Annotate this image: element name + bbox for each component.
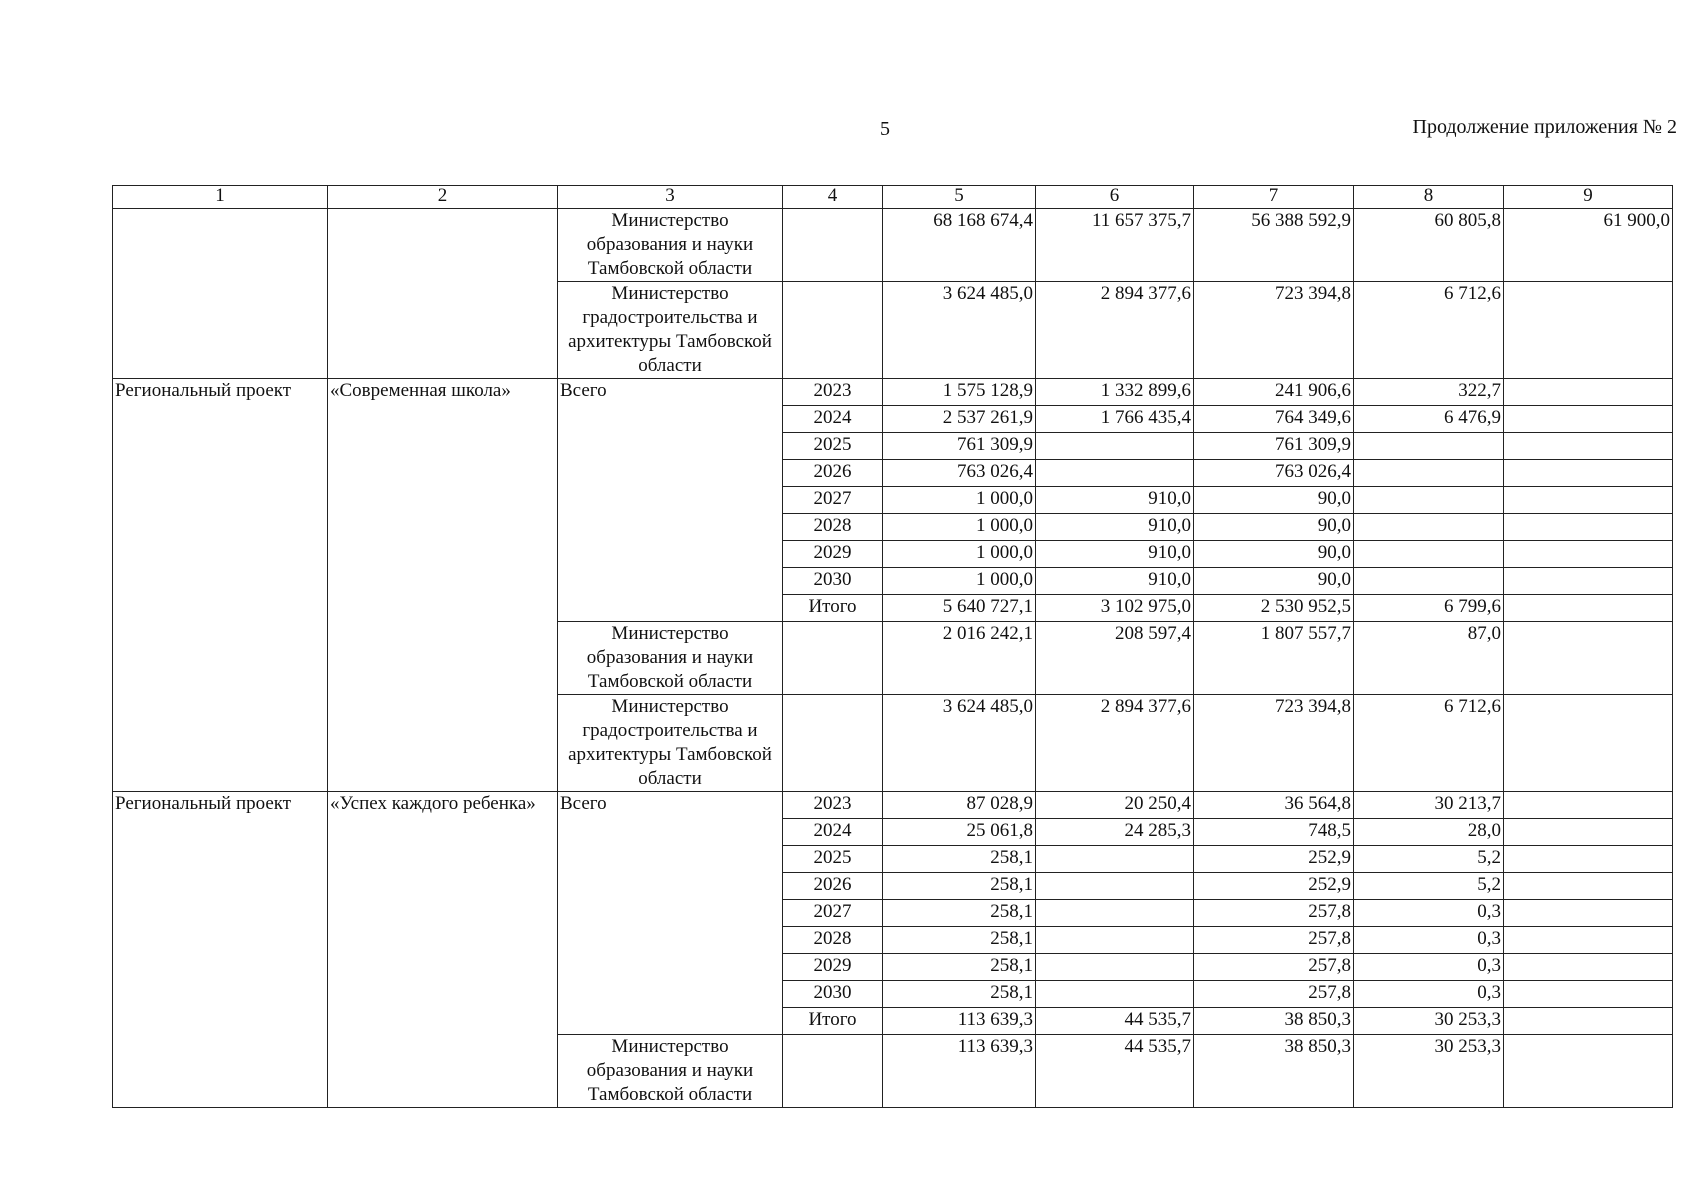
project-type: Региональный проект [113,379,328,792]
value-cell: 20 250,4 [1036,792,1194,819]
value-cell [1036,900,1194,927]
value-cell: 241 906,6 [1194,379,1354,406]
value-cell [1036,846,1194,873]
column-header: 4 [783,186,883,209]
value-cell: 90,0 [1194,568,1354,595]
value-cell: 1 000,0 [883,541,1036,568]
value-cell [1504,460,1673,487]
total-label: Всего [558,792,783,1035]
total-label: Всего [558,379,783,622]
column-number-row [113,186,1673,209]
value-cell: 258,1 [883,981,1036,1008]
budget-table [112,185,1673,1108]
value-cell [1504,541,1673,568]
empty-cell [328,209,558,379]
value-cell: 6 712,6 [1354,695,1504,792]
value-cell: 0,3 [1354,927,1504,954]
value-cell [1504,981,1673,1008]
column-header: 3 [558,186,783,209]
value-cell [1504,792,1673,819]
value-cell: 2 894 377,6 [1036,695,1194,792]
value-cell: 764 349,6 [1194,406,1354,433]
value-cell: 2 537 261,9 [883,406,1036,433]
value-cell: 763 026,4 [883,460,1036,487]
value-cell: 910,0 [1036,487,1194,514]
column-header: 7 [1194,186,1354,209]
value-cell: 3 102 975,0 [1036,595,1194,622]
value-cell: 5,2 [1354,873,1504,900]
value-cell: 87 028,9 [883,792,1036,819]
year-cell: 2025 [783,433,883,460]
value-cell: 38 850,3 [1194,1035,1354,1108]
year-cell: 2024 [783,406,883,433]
value-cell [1504,282,1673,379]
value-cell: 3 624 485,0 [883,695,1036,792]
value-cell: 44 535,7 [1036,1008,1194,1035]
value-cell [1504,433,1673,460]
table-row [113,792,1673,819]
value-cell: 723 394,8 [1194,695,1354,792]
column-header: 6 [1036,186,1194,209]
value-cell [1504,900,1673,927]
year-cell: Итого [783,1008,883,1035]
appendix-continuation-header: Продолжение приложения № 2 [1412,116,1677,138]
value-cell [1036,981,1194,1008]
value-cell: 0,3 [1354,954,1504,981]
year-cell: 2028 [783,927,883,954]
year-cell [783,209,883,282]
value-cell: 1 807 557,7 [1194,622,1354,695]
value-cell [1036,433,1194,460]
value-cell [1036,927,1194,954]
year-cell: 2029 [783,954,883,981]
responsible-org: Министерство градостроительства и архитектуры Тамбовской области [558,282,783,379]
value-cell [1504,514,1673,541]
value-cell: 30 253,3 [1354,1035,1504,1108]
value-cell: 36 564,8 [1194,792,1354,819]
value-cell: 56 388 592,9 [1194,209,1354,282]
column-header: 1 [113,186,328,209]
value-cell: 1 766 435,4 [1036,406,1194,433]
value-cell: 910,0 [1036,541,1194,568]
value-cell: 910,0 [1036,568,1194,595]
value-cell: 30 253,3 [1354,1008,1504,1035]
value-cell [1036,873,1194,900]
value-cell: 0,3 [1354,900,1504,927]
value-cell: 322,7 [1354,379,1504,406]
value-cell: 761 309,9 [883,433,1036,460]
value-cell [1504,695,1673,792]
year-cell [783,282,883,379]
year-cell [783,622,883,695]
year-cell: 2027 [783,487,883,514]
value-cell: 1 000,0 [883,487,1036,514]
value-cell [1354,568,1504,595]
value-cell: 258,1 [883,846,1036,873]
year-cell: Итого [783,595,883,622]
value-cell: 2 530 952,5 [1194,595,1354,622]
value-cell: 2 894 377,6 [1036,282,1194,379]
value-cell: 258,1 [883,954,1036,981]
column-header: 8 [1354,186,1504,209]
value-cell: 748,5 [1194,819,1354,846]
value-cell [1504,568,1673,595]
value-cell [1504,819,1673,846]
year-cell [783,1035,883,1108]
value-cell [1504,379,1673,406]
value-cell [1504,954,1673,981]
project-type: Региональный проект [113,792,328,1108]
value-cell: 90,0 [1194,487,1354,514]
value-cell: 252,9 [1194,873,1354,900]
value-cell: 44 535,7 [1036,1035,1194,1108]
value-cell: 113 639,3 [883,1008,1036,1035]
value-cell: 38 850,3 [1194,1008,1354,1035]
value-cell [1354,460,1504,487]
value-cell: 208 597,4 [1036,622,1194,695]
value-cell: 87,0 [1354,622,1504,695]
value-cell [1504,595,1673,622]
year-cell: 2030 [783,568,883,595]
value-cell [1504,1035,1673,1108]
value-cell: 30 213,7 [1354,792,1504,819]
value-cell: 0,3 [1354,981,1504,1008]
year-cell: 2024 [783,819,883,846]
value-cell: 257,8 [1194,900,1354,927]
value-cell: 1 000,0 [883,514,1036,541]
value-cell: 25 061,8 [883,819,1036,846]
column-header: 2 [328,186,558,209]
value-cell: 5 640 727,1 [883,595,1036,622]
year-cell [783,695,883,792]
value-cell [1354,514,1504,541]
column-header: 9 [1504,186,1673,209]
value-cell: 257,8 [1194,981,1354,1008]
column-header: 5 [883,186,1036,209]
value-cell: 113 639,3 [883,1035,1036,1108]
responsible-org: Министерство образования и науки Тамбовской области [558,1035,783,1108]
table-row [113,209,1673,282]
value-cell: 61 900,0 [1504,209,1673,282]
value-cell: 1 575 128,9 [883,379,1036,406]
value-cell: 258,1 [883,900,1036,927]
value-cell [1354,541,1504,568]
value-cell [1504,487,1673,514]
value-cell: 257,8 [1194,927,1354,954]
value-cell: 3 624 485,0 [883,282,1036,379]
value-cell [1354,487,1504,514]
value-cell: 5,2 [1354,846,1504,873]
value-cell [1504,622,1673,695]
value-cell: 6 712,6 [1354,282,1504,379]
value-cell: 60 805,8 [1354,209,1504,282]
year-cell: 2025 [783,846,883,873]
year-cell: 2026 [783,460,883,487]
value-cell: 2 016 242,1 [883,622,1036,695]
value-cell: 6 476,9 [1354,406,1504,433]
value-cell: 761 309,9 [1194,433,1354,460]
year-cell: 2028 [783,514,883,541]
value-cell: 258,1 [883,873,1036,900]
value-cell [1504,927,1673,954]
value-cell [1504,873,1673,900]
value-cell: 252,9 [1194,846,1354,873]
value-cell: 24 285,3 [1036,819,1194,846]
value-cell [1504,846,1673,873]
value-cell [1036,460,1194,487]
value-cell: 28,0 [1354,819,1504,846]
value-cell: 723 394,8 [1194,282,1354,379]
value-cell: 1 000,0 [883,568,1036,595]
value-cell [1354,433,1504,460]
year-cell: 2023 [783,792,883,819]
value-cell [1504,406,1673,433]
value-cell: 11 657 375,7 [1036,209,1194,282]
year-cell: 2029 [783,541,883,568]
page-number: 5 [880,118,890,140]
value-cell [1036,954,1194,981]
project-name: «Успех каждого ребенка» [328,792,558,1108]
value-cell: 1 332 899,6 [1036,379,1194,406]
value-cell: 90,0 [1194,541,1354,568]
responsible-org: Министерство градостроительства и архитектуры Тамбовской области [558,695,783,792]
value-cell: 90,0 [1194,514,1354,541]
year-cell: 2026 [783,873,883,900]
year-cell: 2023 [783,379,883,406]
value-cell [1504,1008,1673,1035]
table-row [113,379,1673,406]
project-name: «Современная школа» [328,379,558,792]
value-cell: 258,1 [883,927,1036,954]
value-cell: 910,0 [1036,514,1194,541]
empty-cell [113,209,328,379]
value-cell: 257,8 [1194,954,1354,981]
value-cell: 6 799,6 [1354,595,1504,622]
responsible-org: Министерство образования и науки Тамбовской области [558,209,783,282]
responsible-org: Министерство образования и науки Тамбовской области [558,622,783,695]
year-cell: 2030 [783,981,883,1008]
value-cell: 763 026,4 [1194,460,1354,487]
value-cell: 68 168 674,4 [883,209,1036,282]
year-cell: 2027 [783,900,883,927]
